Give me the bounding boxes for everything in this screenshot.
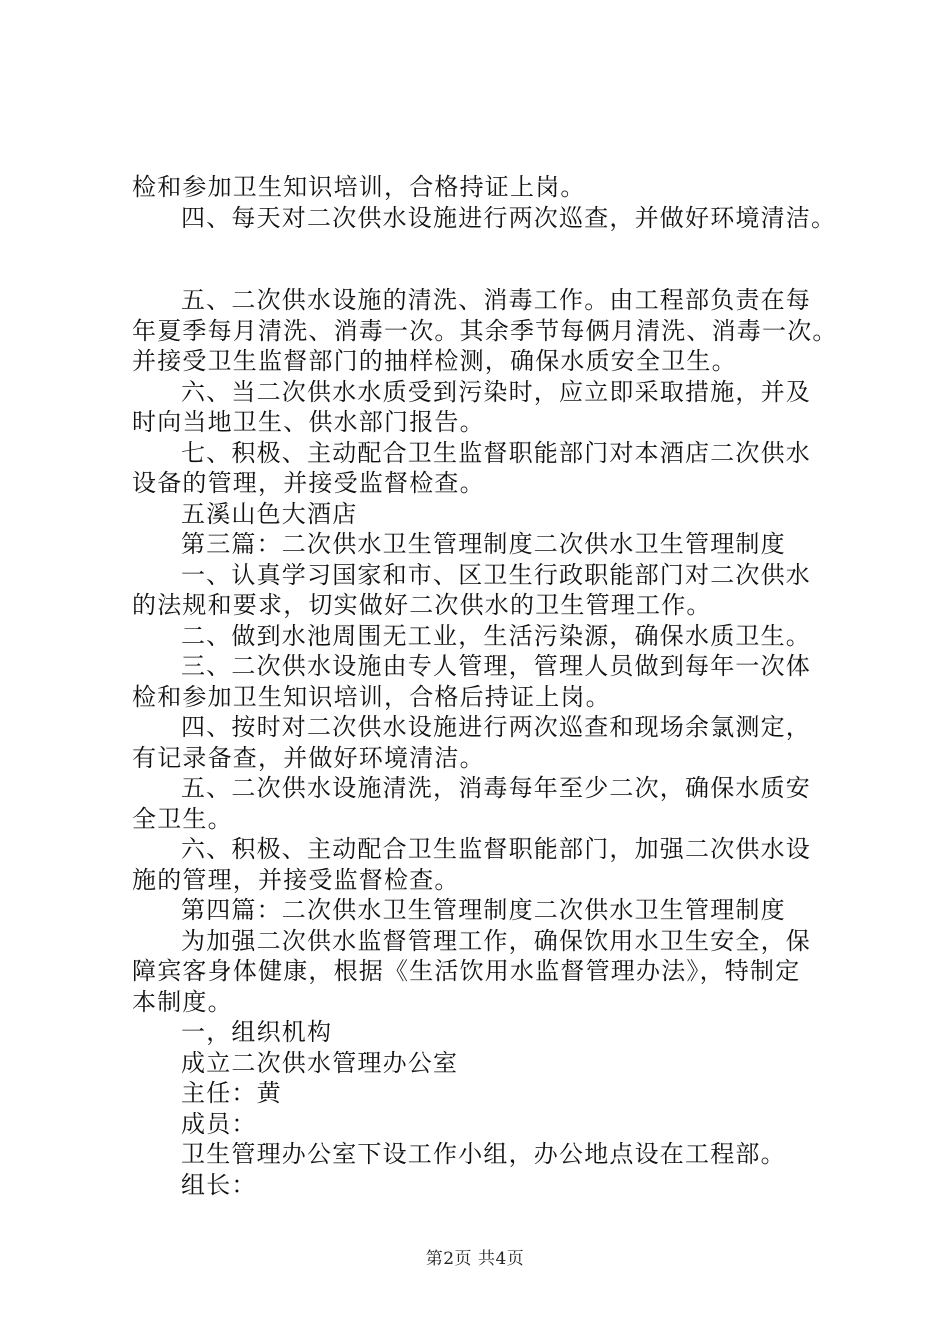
text-line-4: 年夏季每月清洗、消毒一次。其余季节每俩月清洗、消毒一次。 [132,316,838,345]
text-line-26: 本制度。 [132,987,233,1016]
text-line-9: 设备的管理，并接受监督检查。 [132,469,485,497]
text-line-31: 卫生管理办公室下设工作小组，办公地点设在工程部。 [181,1140,786,1168]
section-heading-4: 第四篇：二次供水卫生管理制度二次供水卫生管理制度 [181,896,786,924]
text-line-2: 四、每天对二次供水设施进行两次巡查，并做好环境清洁。 [181,203,837,232]
text-line-19: 五、二次供水设施清洗，消毒每年至少二次，确保水质安 [181,774,811,802]
text-line-14: 二、做到水池周围无工业，生活污染源，确保水质卫生。 [181,621,811,650]
text-line-17: 四、按时对二次供水设施进行两次巡查和现场余氯测定， [181,713,811,741]
paragraph-gap [132,233,852,285]
text-line-8: 七、积极、主动配合卫生监督职能部门对本酒店二次供水 [181,438,811,467]
page-number: 第2页 共4页 [425,1249,525,1269]
text-line-16: 检和参加卫生知识培训，合格后持证上岗。 [132,682,611,711]
text-line-6: 六、当二次供水水质受到污染时，应立即采取措施，并及 [181,377,811,406]
text-line-28: 成立二次供水管理办公室 [181,1048,459,1077]
text-line-7: 时向当地卫生、供水部门报告。 [132,408,485,436]
text-line-12: 一、认真学习国家和市、区卫生行政职能部门对二次供水 [181,560,811,589]
text-line-20: 全卫生。 [132,804,233,833]
text-line-27: 一，组织机构 [181,1018,333,1046]
text-line-29: 主任：黄 [181,1079,282,1107]
document-body [132,172,852,1200]
text-line-1: 检和参加卫生知识培训，合格持证上岗。 [132,173,586,201]
text-line-32: 组长： [181,1170,257,1199]
text-line-22: 施的管理，并接受监督检查。 [132,865,460,894]
text-line-18: 有记录备查，并做好环境清洁。 [132,743,485,772]
text-line-13: 的法规和要求，切实做好二次供水的卫生管理工作。 [132,591,712,619]
text-line-15: 三、二次供水设施由专人管理，管理人员做到每年一次体 [181,652,811,680]
hotel-name: 五溪山色大酒店 [181,499,358,528]
text-line-3: 五、二次供水设施的清洗、消毒工作。由工程部负责在每 [181,286,811,314]
text-line-5: 并接受卫生监督部门的抽样检测，确保水质安全卫生。 [132,347,737,375]
text-line-21: 六、积极、主动配合卫生监督职能部门，加强二次供水设 [181,835,811,863]
text-line-24: 为加强二次供水监督管理工作，确保饮用水卫生安全，保 [181,926,811,955]
text-line-25: 障宾客身体健康，根据《生活饮用水监督管理办法》，特制定 [132,957,801,985]
section-heading-3: 第三篇：二次供水卫生管理制度二次供水卫生管理制度 [181,530,786,558]
text-line-30: 成员： [181,1109,257,1138]
